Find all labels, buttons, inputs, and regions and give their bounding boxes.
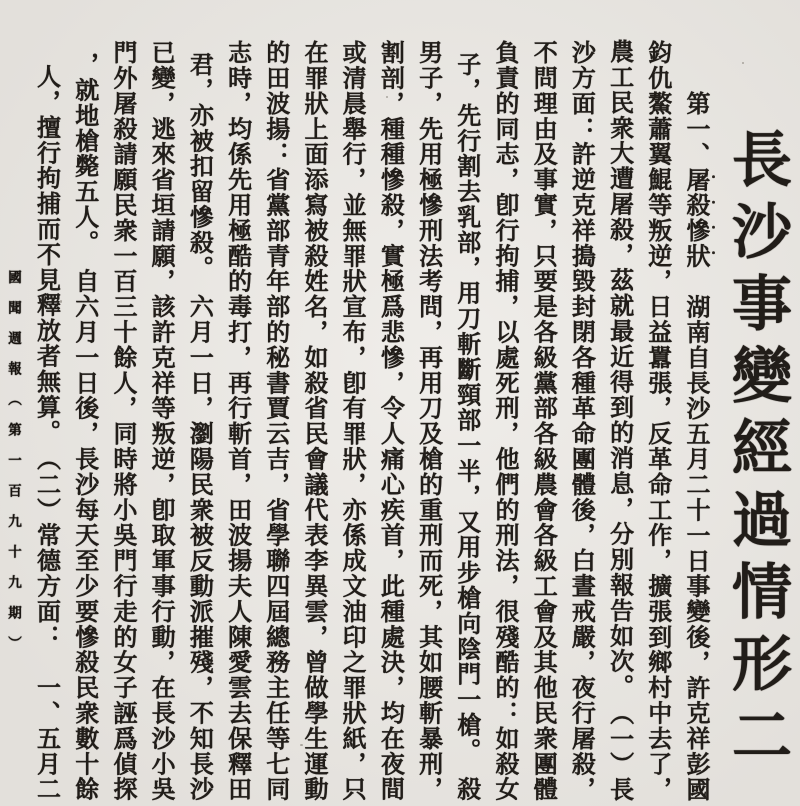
- text-column-5: 不問理由及事實，只要是各級黨部各級農會各級工會及其他民衆團體: [529, 40, 556, 802]
- text-column-9: 割剖，種種慘殺，實極爲悲慘，令人痛心疾首，此種處決，均在夜間: [376, 40, 403, 802]
- ink-speck: [120, 118, 123, 120]
- text-column-15: 已變，逃來省垣請願，該許克祥等叛逆，卽取軍事行動，在長沙小吳: [147, 40, 174, 802]
- text-column-7: 子，先行割去乳部，用刀斬斷頸部一半，又用步槍向陰門一槍。 殺: [452, 52, 479, 802]
- text-column-3: 農工民衆大遭屠殺，茲就最近得到的消息，分別報告如次。 （一）長: [605, 38, 632, 802]
- text-column-16: 門外屠殺請願民衆一百三十餘人，同時將小吳門行走的女子誣爲偵探: [108, 40, 135, 802]
- ink-speck: [742, 62, 744, 64]
- text-column-10: 或清晨舉行，並無罪狀宣布，卽有罪狀，亦係成文油印之罪狀紙，只: [338, 40, 365, 802]
- text-column-6: 負責的同志，卽行拘捕，以處死刑，他們的刑法，很殘酷的：如殺女: [490, 40, 517, 802]
- text-column-13: 志時，均係先用極酷的毒打，再行斬首，田波揚夫人陳愛雲去保釋田: [223, 40, 250, 802]
- text-column-18: 人，擅行拘捕而不見釋放者無算。 （二）常德方面： 一、五月二: [32, 64, 59, 802]
- section-number: 第一、: [682, 90, 708, 167]
- text-column-2: 鈞仇鰲蕭翼鯤等叛逆，日益囂張，反革命工作，擴張到鄉村中去了，: [643, 40, 670, 802]
- text-column-4: 沙方面：許逆克祥搗毀封閉各種革命團體後，白晝戒嚴，夜行屠殺，: [567, 40, 594, 802]
- text-column-11: 在罪狀上面添寫被殺姓名，如殺省民會議代表李異雲，曾做學生運動: [299, 40, 326, 802]
- emphasis-dots: ・・・・: [705, 170, 720, 272]
- text-column-17: ，就地槍斃五人。 自六月一日後，長沙每天至少要慘殺民衆數十餘: [70, 52, 97, 802]
- text-column-8: 男子，先用極慘刑法考問，再用刀及槍的重刑而死，其如腰斬暴刑，: [414, 40, 441, 802]
- ink-speck: [300, 744, 303, 746]
- ink-speck: [60, 300, 62, 303]
- text-column-14: 君，亦被扣留慘殺。 六月一日，瀏陽民衆被反動派摧殘，不知長沙: [185, 52, 212, 802]
- publication-masthead: 國聞週報（第一百九十九期）: [6, 270, 21, 667]
- section-heading: 屠殺慘狀: [682, 166, 708, 269]
- article-title: 長沙事變經過情形二: [724, 128, 790, 776]
- text-column-12: 的田波揚：省黨部青年部的秘書賈云吉，省學聯四屆總務主任等七同: [261, 40, 288, 802]
- column-text: 湖南自長沙五月二十一日事變後，許克祥彭國: [682, 268, 708, 802]
- article-body: [24, 0, 800, 806]
- ink-speck: [386, 96, 388, 98]
